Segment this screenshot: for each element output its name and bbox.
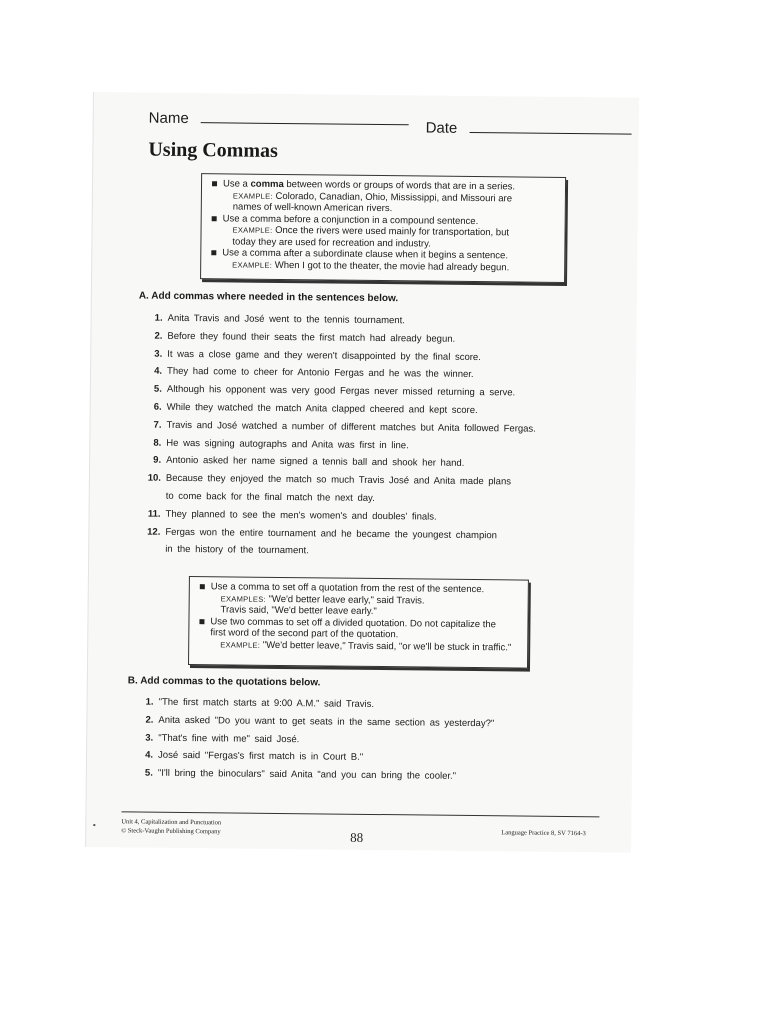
item-text: While they watched the match Anita clapped cheered and kept score. <box>166 401 478 417</box>
item-number: 5. <box>144 767 153 779</box>
item-number: 1. <box>145 696 154 708</box>
rule-subordinate-example <box>211 259 554 274</box>
section-b-list <box>135 693 495 786</box>
bullet-icon <box>212 216 217 221</box>
item-number: 12. <box>147 526 161 538</box>
comma-rules-box <box>200 173 566 283</box>
item-number: 8. <box>153 437 162 449</box>
item-text: They planned to see the men's women's and doubles' finals. <box>165 508 437 523</box>
item-number: 5. <box>153 383 162 395</box>
example-text: Once the rivers were used mainly for transportation, but <box>275 224 510 239</box>
item-text-continued: to come back for the final match the next day. <box>165 490 375 504</box>
date-field <box>426 119 632 138</box>
worksheet-page <box>85 92 639 853</box>
item-number: 1. <box>154 312 163 324</box>
example-label: EXAMPLE: <box>232 190 273 201</box>
item-text: José said "Fergas's first match is in Court B." <box>157 750 364 764</box>
quotation-rules-box <box>188 576 529 669</box>
rule-series-post: between words or groups of words that are in a series. <box>283 179 516 193</box>
footer-credits <box>121 817 221 836</box>
rule-series-pre: Use a <box>222 178 251 190</box>
item-text: Travis and José watched a number of different matches but Anita followed Fergas. <box>166 419 536 435</box>
footer-book-id: Language Practice 8, SV 7164-3 <box>501 829 586 838</box>
example-text: Travis said, "We'd better leave early." <box>220 604 377 618</box>
item-text: They had come to cheer for Antonio Fergas and he was the winner. <box>167 366 474 381</box>
bullet-icon <box>200 584 205 589</box>
item-text: Because they enjoyed the match so much Travis José and Anita made plans <box>165 472 512 488</box>
item-text: Although his opponent was very good Fergas never missed returning a serve. <box>166 383 516 399</box>
item-number: 9. <box>153 455 162 467</box>
rule-divided-text: Use two commas to set off a divided quotation. Do not capitalize the <box>210 615 497 630</box>
example-text: Colorado, Canadian, Ohio, Mississippi, and Missouri are <box>275 190 513 204</box>
item-number: 11. <box>147 508 161 520</box>
item-number: 4. <box>154 366 163 378</box>
item-text: Fergas won the entire tournament and he became the youngest champion <box>165 526 498 541</box>
footer-copyright: © Steck-Vaughn Publishing Company <box>121 827 221 836</box>
item-text-continued: in the history of the tournament. <box>165 544 309 557</box>
item-text: Antonio asked her name signed a tennis ball and shook her hand. <box>166 455 465 470</box>
item-number: 3. <box>154 348 163 360</box>
bullet-icon <box>211 250 216 255</box>
item-text: "The first match starts at 9:00 A.M." said Travis. <box>158 696 375 710</box>
name-field <box>149 110 409 130</box>
page-title: Using Commas <box>148 138 278 162</box>
rule-compound-text: Use a comma before a conjunction in a compound sentence. <box>222 212 479 227</box>
bullet-icon <box>199 619 204 624</box>
example-text: today they are used for recreation and industry. <box>232 235 431 250</box>
date-blank-line <box>469 122 631 135</box>
section-b-heading: B. Add commas to the quotations below. <box>127 675 321 689</box>
bullet-icon <box>212 181 217 186</box>
example-text: "We'd better leave early," said Travis. <box>268 593 425 607</box>
item-text: It was a close game and they weren't disappointed by the final score. <box>167 348 481 363</box>
item-text: Anita Travis and José went to the tennis tournament. <box>167 312 405 327</box>
section-a-heading: A. Add commas where needed in the sentences below. <box>138 290 399 305</box>
footer-unit: Unit 4, Capitalization and Punctuation <box>121 818 222 827</box>
margin-mark <box>93 824 95 826</box>
item-text: "I'll bring the binoculars" said Anita "and you can bring the cooler." <box>157 767 457 783</box>
footer-divider <box>121 811 599 817</box>
rule-subordinate-text: Use a comma after a subordinate clause when it begins a sentence. <box>222 247 509 262</box>
item-text: He was signing autographs and Anita was first in line. <box>166 437 409 451</box>
example-label: EXAMPLE: <box>220 639 261 650</box>
example-label: EXAMPLE: <box>232 225 273 235</box>
item-text: "That's fine with me" said José. <box>158 732 300 745</box>
item-number: 10. <box>147 472 162 484</box>
rule-divided-text-cont: first word of the second part of the quotation. <box>210 627 399 641</box>
date-label: Date <box>425 119 458 137</box>
item-number: 7. <box>153 419 162 431</box>
example-text: "We'd better leave," Travis said, "or we'll be stuck in traffic." <box>262 639 512 653</box>
item-number: 2. <box>145 714 154 726</box>
name-label: Name <box>148 109 189 128</box>
item-text: Anita asked "Do you want to get seats in the same section as yesterday?" <box>158 714 495 730</box>
name-blank-line <box>201 112 409 125</box>
section-a-list <box>142 310 537 563</box>
item-text: Before they found their seats the first match had already begun. <box>167 330 456 345</box>
rule-series-bold: comma <box>250 178 284 191</box>
item-number: 2. <box>154 330 163 342</box>
item-number: 3. <box>145 732 154 744</box>
page-number: 88 <box>350 829 364 845</box>
rule-quotation-text: Use a comma to set off a quotation from the rest of the sentence. <box>210 581 485 596</box>
example-label: EXAMPLE: <box>232 259 273 270</box>
example-label: EXAMPLES: <box>220 593 266 604</box>
list-item <box>135 765 494 787</box>
example-text: names of well-known American rivers. <box>232 201 393 215</box>
rule-divided-example <box>199 639 517 654</box>
item-number: 6. <box>153 401 162 413</box>
item-number: 4. <box>145 749 154 762</box>
example-text: When I got to the theater, the movie had already begun. <box>274 259 510 273</box>
